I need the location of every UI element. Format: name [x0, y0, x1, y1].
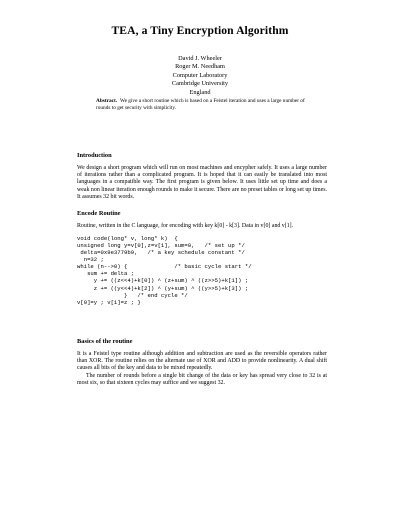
code-line: z += ((y<<4)+k[2]) ^ (y+sum) ^ ((y>>5)+k[3]) ;: [77, 284, 249, 292]
affiliation-line: Cambridge University: [171, 80, 229, 88]
section-introduction: [77, 152, 327, 201]
section-paragraph: Routine, written in the C language, for encoding with key k[0] - k[3]. Data in v[0] and v[1].: [77, 223, 294, 229]
section-encode-routine: [77, 210, 327, 306]
author-line: Roger M. Needham: [175, 63, 225, 71]
code-line: delta=0x9e3779b9, /* a key schedule constant */: [77, 249, 245, 257]
section-paragraph: We design a short program which will run on most machines and encypher safely. It uses a large number of iterations rather than a complicated program. It is hoped that it can easily be translated into most languages in a compatible way. The first program is given below. It uses little set up time and does a weak non linear iteration enough rounds to make it secure. There are no preset tables or long set up times. It assumes 32 bit words.: [77, 165, 327, 200]
section-heading: Basics of the routine: [77, 338, 133, 345]
section-basics: [77, 338, 327, 387]
code-line: y += ((z<<4)+k[0]) ^ (z+sum) ^ ((z>>5)+k[1]) ;: [77, 277, 249, 285]
section-paragraph: It is a Feistel type routine although addition and subtraction are used as the reversible operators rather than XOR. The routine relies on the alternate use of XOR and ADD to provide nonlinearity. A dual shift causes all bits of the key and data to be mixed repeatedly.: [77, 351, 327, 372]
author-block: [0, 55, 400, 97]
code-listing: [77, 235, 327, 305]
affiliation-line: Computer Laboratory: [172, 71, 228, 79]
section-paragraph: The number of rounds before a single bit change of the data or key has spread very close to 32 is at most six, so that sixteen cycles may suffice and we suggest 32.: [77, 372, 327, 386]
abstract-label: Abstract.: [96, 98, 118, 104]
code-line: unsigned long y=v[0],z=v[1], sum=0, /* set up */: [77, 242, 245, 250]
code-line: } /* end cycle */: [77, 291, 188, 299]
paper-title: TEA, a Tiny Encryption Algorithm: [111, 24, 289, 37]
author-line: David J. Wheeler: [178, 55, 222, 62]
abstract: [96, 98, 310, 112]
code-line: sum += delta ;: [77, 270, 135, 278]
section-heading: Introduction: [77, 152, 112, 159]
section-heading: Encode Routine: [77, 210, 121, 217]
code-line: while (n-->0) { /* basic cycle start */: [77, 263, 252, 271]
code-line: v[0]=y ; v[1]=z ; }: [77, 298, 141, 306]
abstract-text: We give a short routine which is based on a Feistel iteration and uses a large number of rounds to get security with simplicity.: [96, 98, 305, 112]
affiliation-line: England: [189, 88, 211, 96]
code-line: void code(long* v, long* k) {: [77, 235, 178, 243]
code-line: n=32 ;: [77, 256, 104, 264]
